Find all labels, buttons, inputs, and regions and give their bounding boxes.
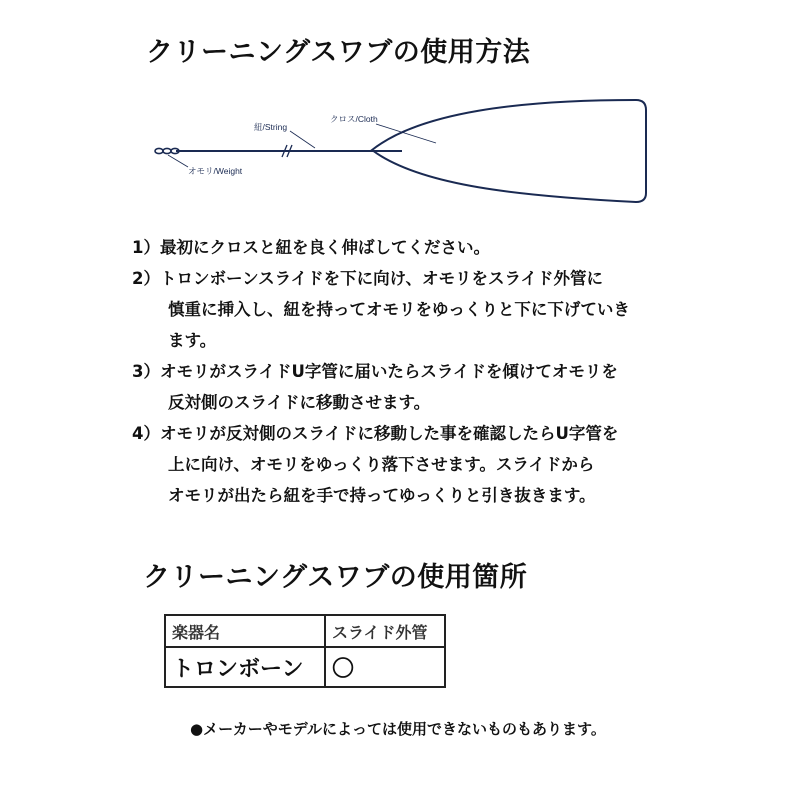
footnote: ●メーカーやモデルによっては使用できないものもあります。 — [190, 720, 606, 738]
step-line: 反対側のスライドに移動させます。 — [168, 393, 431, 412]
swab-diagram — [0, 0, 800, 230]
table-row — [165, 647, 445, 687]
section-title: クリーニングスワブの使用箇所 — [143, 562, 528, 593]
step-line: 1）最初にクロスと紐を良く伸ばしてください。 — [132, 238, 490, 257]
step-4 — [132, 418, 692, 511]
header-instrument-name: 楽器名 — [165, 615, 325, 647]
step-line: オモリが出たら紐を手で持ってゆっくりと引き抜きます。 — [168, 486, 596, 505]
weight-icon — [155, 148, 179, 153]
usage-table — [164, 614, 446, 688]
string-label: 紐/String — [254, 122, 288, 132]
weight-label: オモリ/Weight — [188, 166, 243, 176]
step-line: 3）オモリがスライドU字管に届いたらスライドを傾けてオモリを — [132, 362, 618, 381]
step-line: 慎重に挿入し、紐を持ってオモリをゆっくりと下に下げていき — [168, 300, 630, 319]
string-pointer — [290, 131, 315, 148]
step-2 — [132, 263, 692, 356]
cell-instrument: トロンボーン — [165, 647, 325, 687]
step-line: 上に向け、オモリをゆっくり落下させます。スライドから — [168, 455, 595, 474]
step-3 — [132, 356, 692, 418]
weight-pointer — [168, 155, 188, 167]
table-header-row — [165, 615, 445, 647]
step-line: 4）オモリが反対側のスライドに移動した事を確認したらU字管を — [132, 424, 619, 443]
page-title: クリーニングスワブの使用方法 — [146, 37, 531, 68]
step-line: ます。 — [168, 331, 217, 350]
cloth-label: クロス/Cloth — [330, 114, 378, 124]
step-1 — [132, 232, 692, 263]
cell-usage-mark: 〇 — [325, 647, 445, 687]
step-line: 2）トロンボーンスライドを下に向け、オモリをスライド外管に — [132, 269, 604, 288]
cloth-shape — [372, 100, 646, 202]
header-slide-outer-tube: スライド外管 — [325, 615, 445, 647]
instruction-steps — [132, 232, 692, 511]
